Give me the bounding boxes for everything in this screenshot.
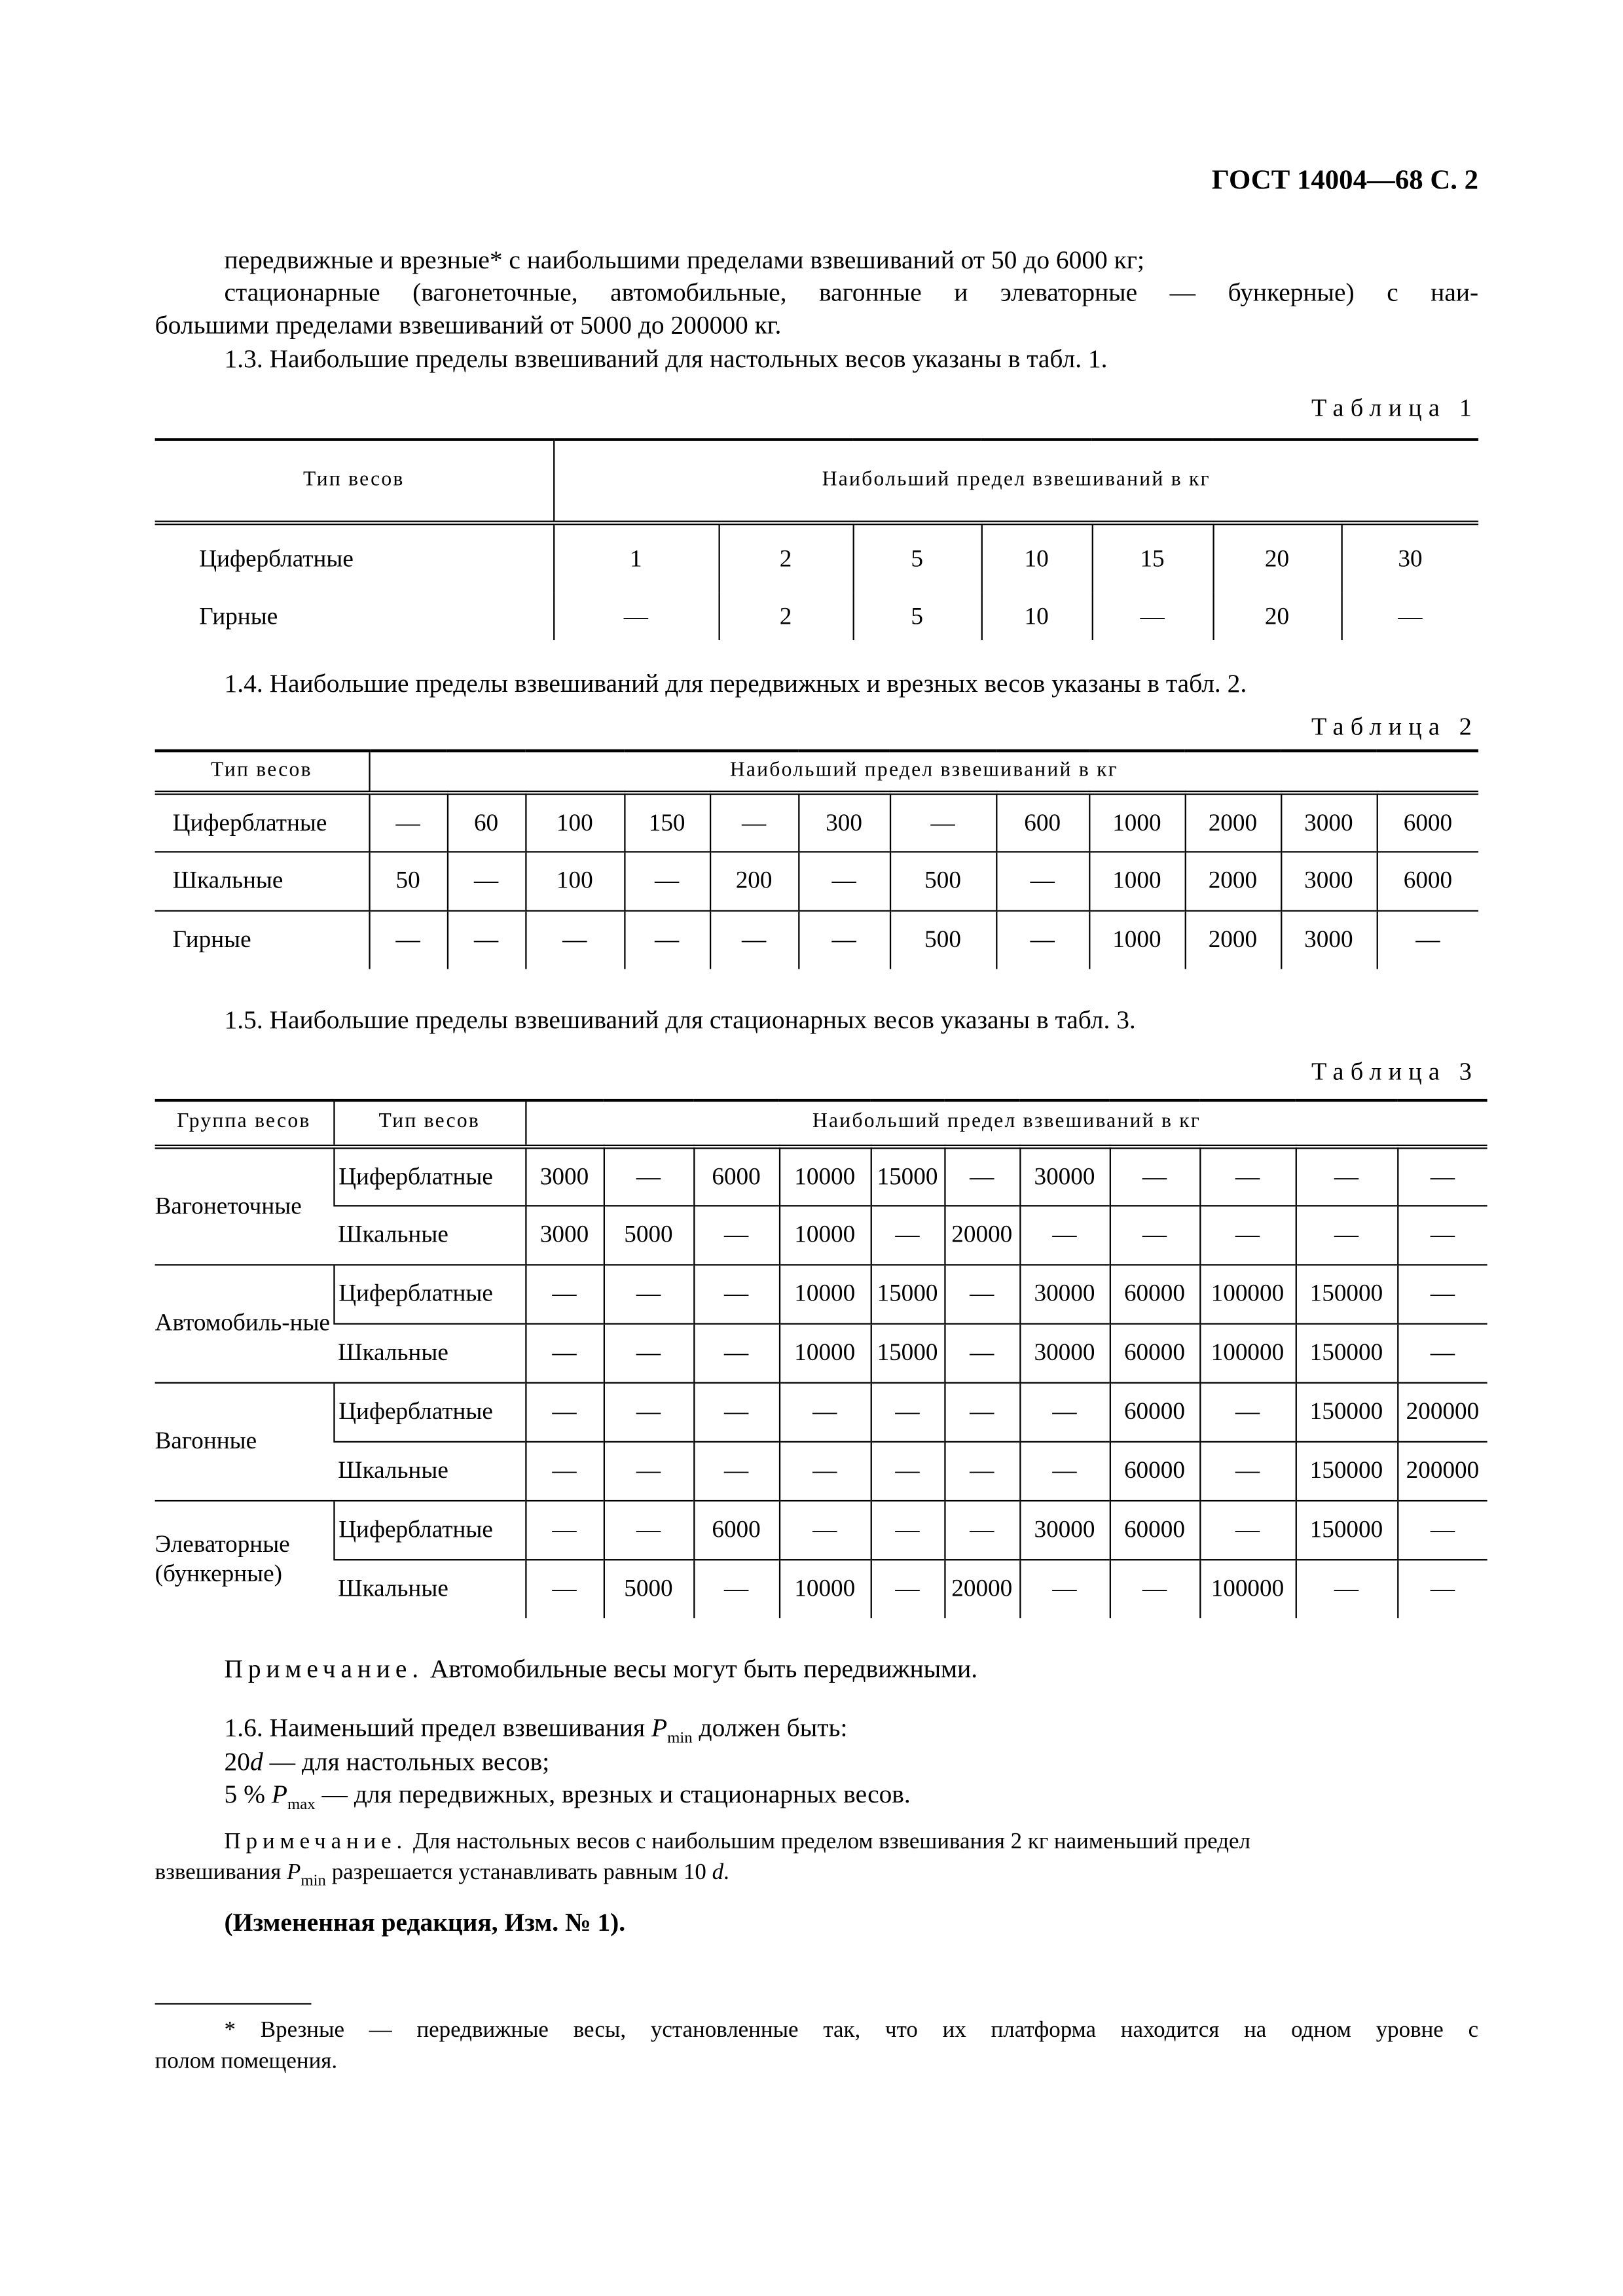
table-cell: — — [1019, 1382, 1109, 1441]
table-cell: — — [710, 910, 798, 969]
table-cell: 10 — [981, 593, 1092, 640]
table-cell: — — [944, 1323, 1019, 1382]
symbol-d: d — [249, 1746, 263, 1776]
row-label: Гирные — [155, 910, 369, 969]
table-cell: 6000 — [693, 1500, 779, 1559]
table-cell: — — [1019, 1559, 1109, 1618]
table-cell: — — [1341, 593, 1479, 640]
table-cell: 100 — [525, 792, 624, 851]
text: должен быть: — [692, 1712, 848, 1742]
table-cell: — — [779, 1441, 871, 1500]
table-cell: 2 — [719, 593, 853, 640]
type-label: Циферблатные — [333, 1382, 525, 1441]
table-cell: 20000 — [944, 1559, 1019, 1618]
type-label: Шкальные — [333, 1205, 525, 1264]
table-cell: 60000 — [1110, 1264, 1199, 1323]
type-label: Циферблатные — [333, 1264, 525, 1323]
text: — для настольных весов; — [263, 1746, 550, 1776]
paragraph-line — [155, 1746, 1478, 1777]
table-cell: — — [944, 1146, 1019, 1205]
table-cell: — — [1199, 1146, 1295, 1205]
symbol-p: P — [271, 1778, 287, 1808]
table-cell: 600 — [996, 792, 1089, 851]
table-cell: 200000 — [1397, 1441, 1487, 1500]
table-cell: 500 — [890, 910, 996, 969]
table-cell: — — [798, 851, 890, 910]
footnote-divider — [155, 2003, 312, 2004]
table-cell: — — [1397, 1559, 1487, 1618]
group-label: Элеваторные (бункерные) — [155, 1500, 334, 1618]
footnote: * Врезные — передвижные весы, установленные так, что их платформа находится на одном уровне с — [224, 2017, 1479, 2043]
table-cell: — — [871, 1559, 945, 1618]
table-cell: — — [369, 792, 447, 851]
table-row — [155, 910, 1479, 969]
table-cell: — — [996, 910, 1089, 969]
table-cell: 200 — [710, 851, 798, 910]
table-cell: 100 — [525, 851, 624, 910]
table-cell: — — [996, 851, 1089, 910]
table-row — [155, 1146, 1487, 1205]
subscript: min — [301, 1872, 326, 1890]
table-row — [155, 1382, 1487, 1441]
table-cell: — — [447, 851, 525, 910]
table-cell: — — [1296, 1559, 1397, 1618]
table-cell: 20000 — [944, 1205, 1019, 1264]
text: разрешается устанавливать равным 10 — [325, 1859, 712, 1886]
table-cell: — — [369, 910, 447, 969]
table-cell: 10000 — [779, 1146, 871, 1205]
text: — для передвижных, врезных и стационарных весов. — [315, 1778, 911, 1808]
table-cell: 60000 — [1110, 1323, 1199, 1382]
table-cell: 1000 — [1089, 910, 1184, 969]
table-row — [155, 1323, 1487, 1382]
table-cell: — — [525, 1559, 603, 1618]
table-cell: 50 — [369, 851, 447, 910]
table-cell: — — [1199, 1441, 1295, 1500]
table-cell: — — [693, 1441, 779, 1500]
table-cell: 60 — [447, 792, 525, 851]
table-cell: 60000 — [1110, 1441, 1199, 1500]
table-cell: — — [525, 1441, 603, 1500]
text: 1.6. Наименьший предел взвешивания — [224, 1712, 651, 1742]
table-cell: 15000 — [871, 1146, 945, 1205]
table-cell: — — [624, 851, 710, 910]
text: 20 — [224, 1746, 250, 1776]
table2-caption: Таблица 2 — [1311, 712, 1479, 741]
row-label: Циферблатные — [199, 544, 354, 572]
table-cell: — — [693, 1559, 779, 1618]
table-cell: 10000 — [779, 1559, 871, 1618]
table-cell: — — [1110, 1205, 1199, 1264]
group-label: Автомобиль-ные — [155, 1264, 334, 1382]
header-cell: Наибольший предел взвешиваний в кг — [553, 440, 1478, 522]
table-cell: 150000 — [1296, 1264, 1397, 1323]
table-cell: 10000 — [779, 1205, 871, 1264]
text: . — [723, 1859, 729, 1886]
paragraph: передвижные и врезные* с наибольшими пределами взвешиваний от 50 до 6000 кг; — [224, 245, 1144, 275]
note-2-line2 — [155, 1860, 1478, 1890]
table-cell: — — [1199, 1205, 1295, 1264]
table-cell: — — [871, 1205, 945, 1264]
note-text: Автомобильные весы могут быть передвижными. — [424, 1653, 978, 1683]
table-cell: 2000 — [1185, 851, 1281, 910]
subscript: max — [287, 1795, 316, 1814]
table-cell: — — [710, 792, 798, 851]
table-cell: — — [1019, 1205, 1109, 1264]
table-cell: — — [693, 1382, 779, 1441]
table-row — [155, 522, 1479, 593]
table-cell: 30000 — [1019, 1264, 1109, 1323]
table-cell: 15000 — [871, 1323, 945, 1382]
table-cell: 1 — [553, 522, 718, 593]
footnote-line2: полом помещения. — [155, 2049, 338, 2074]
table-row — [155, 1441, 1487, 1500]
table-cell: 150000 — [1296, 1323, 1397, 1382]
table-cell: — — [525, 1382, 603, 1441]
table-cell: — — [1397, 1500, 1487, 1559]
table-cell: — — [525, 1264, 603, 1323]
table-cell: — — [693, 1323, 779, 1382]
table-cell: 10 — [981, 522, 1092, 593]
note-label: Примечание. — [224, 1829, 408, 1854]
table-cell: — — [1377, 910, 1479, 969]
table-row — [155, 851, 1479, 910]
paragraph-line — [155, 1779, 1478, 1814]
table-cell: — — [447, 910, 525, 969]
table-cell: 15000 — [871, 1264, 945, 1323]
table-cell: 150000 — [1296, 1500, 1397, 1559]
table-cell: 5 — [853, 593, 981, 640]
row-label: Гирные — [199, 601, 278, 630]
page-header: ГОСТ 14004—68 С. 2 — [1211, 165, 1479, 196]
table-cell: — — [944, 1264, 1019, 1323]
paragraph-1-4: 1.4. Наибольшие пределы взвешиваний для передвижных и врезных весов указаны в табл. 2. — [224, 668, 1247, 698]
table-cell: 15 — [1092, 522, 1213, 593]
type-label: Шкальные — [333, 1323, 525, 1382]
table-cell: 20 — [1213, 522, 1341, 593]
table-cell: — — [1296, 1205, 1397, 1264]
note-text: Для настольных весов с наибольшим пределом взвешивания 2 кг наименьший предел — [407, 1829, 1250, 1854]
row-label: Циферблатные — [172, 807, 327, 836]
table-cell: 500 — [890, 851, 996, 910]
table-cell: — — [1199, 1500, 1295, 1559]
table-cell: 1000 — [1089, 792, 1184, 851]
table-cell: — — [944, 1500, 1019, 1559]
note-1 — [155, 1653, 1478, 1684]
table-row — [155, 593, 1479, 640]
table-cell: 3000 — [1281, 792, 1376, 851]
header-cell: Группа весов — [155, 1100, 334, 1146]
table-cell: 6000 — [693, 1146, 779, 1205]
table-cell: — — [1397, 1146, 1487, 1205]
table-cell: 3000 — [1281, 910, 1376, 969]
symbol-p: P — [287, 1859, 301, 1886]
table-cell: — — [1092, 593, 1213, 640]
table-cell: — — [1019, 1441, 1109, 1500]
table-cell: 60000 — [1110, 1500, 1199, 1559]
table-cell: — — [1397, 1205, 1487, 1264]
table-cell: — — [1397, 1323, 1487, 1382]
table-cell: — — [944, 1382, 1019, 1441]
table-2 — [155, 749, 1479, 969]
table-cell: — — [525, 1323, 603, 1382]
table-cell: — — [624, 910, 710, 969]
type-label: Шкальные — [333, 1559, 525, 1618]
table-row — [155, 1500, 1487, 1559]
table-cell: 20 — [1213, 593, 1341, 640]
table-cell: 10000 — [779, 1323, 871, 1382]
table-cell: 30000 — [1019, 1500, 1109, 1559]
header-cell: Наибольший предел взвешиваний в кг — [369, 751, 1478, 792]
table-cell: — — [525, 910, 624, 969]
table-cell: 150000 — [1296, 1441, 1397, 1500]
table-cell: — — [779, 1382, 871, 1441]
table-cell: 5000 — [604, 1205, 693, 1264]
table-cell: — — [871, 1500, 945, 1559]
note-label: Примечание. — [224, 1653, 424, 1683]
table-row — [155, 1264, 1487, 1323]
paragraph: стационарные (вагонеточные, автомобильные, вагонные и элеваторные — бункерные) с наи- — [224, 277, 1479, 307]
row-label: Шкальные — [155, 851, 369, 910]
header-cell: Наибольший предел взвешиваний в кг — [525, 1100, 1487, 1146]
table-cell: 10000 — [779, 1264, 871, 1323]
table-cell: 2000 — [1185, 792, 1281, 851]
table-cell: 100000 — [1199, 1323, 1295, 1382]
table-cell: — — [604, 1441, 693, 1500]
note-2 — [155, 1829, 1478, 1856]
table-cell: — — [1110, 1559, 1199, 1618]
table-cell: — — [1110, 1146, 1199, 1205]
table-row — [155, 1205, 1487, 1264]
table-cell: 60000 — [1110, 1382, 1199, 1441]
table-cell: — — [1296, 1146, 1397, 1205]
header-cell: Тип весов — [155, 751, 369, 792]
table-cell: — — [1397, 1264, 1487, 1323]
table-cell: — — [944, 1441, 1019, 1500]
table-cell: 300 — [798, 792, 890, 851]
table-cell: 150000 — [1296, 1382, 1397, 1441]
table-cell: 30 — [1341, 522, 1479, 593]
type-label: Циферблатные — [333, 1500, 525, 1559]
table-cell: — — [553, 593, 718, 640]
table-cell: 100000 — [1199, 1559, 1295, 1618]
table-cell: 6000 — [1377, 792, 1479, 851]
table-cell: — — [604, 1323, 693, 1382]
table-cell: 5 — [853, 522, 981, 593]
symbol-p: P — [651, 1712, 668, 1742]
table-row — [155, 792, 1479, 851]
table-cell: 30000 — [1019, 1146, 1109, 1205]
table-cell: 30000 — [1019, 1323, 1109, 1382]
table-cell: — — [1199, 1382, 1295, 1441]
table3-caption: Таблица 3 — [1311, 1057, 1479, 1086]
table-cell: — — [798, 910, 890, 969]
table-3 — [155, 1099, 1487, 1618]
table-cell: 100000 — [1199, 1264, 1295, 1323]
table-cell: 2 — [719, 522, 853, 593]
table-cell: — — [890, 792, 996, 851]
group-label: Вагонеточные — [155, 1191, 302, 1219]
type-label: Циферблатные — [333, 1146, 525, 1205]
paragraph-1-6 — [155, 1712, 1478, 1747]
table-cell: — — [693, 1205, 779, 1264]
text: взвешивания — [155, 1859, 287, 1886]
table-row — [155, 1559, 1487, 1618]
table-cell: — — [604, 1264, 693, 1323]
table-cell: — — [604, 1146, 693, 1205]
table1-caption: Таблица 1 — [1311, 393, 1479, 422]
table-cell: 3000 — [525, 1146, 603, 1205]
table-cell: 6000 — [1377, 851, 1479, 910]
header-cell: Тип весов — [333, 1100, 525, 1146]
table-cell: — — [525, 1500, 603, 1559]
table-cell: 5000 — [604, 1559, 693, 1618]
paragraph: большими пределами взвешиваний от 5000 до 200000 кг. — [155, 310, 782, 340]
header-cell: Тип весов — [155, 440, 553, 522]
amendment-note: (Измененная редакция, Изм. № 1). — [224, 1907, 626, 1937]
table-cell: — — [693, 1264, 779, 1323]
table-cell: 200000 — [1397, 1382, 1487, 1441]
table-cell: 2000 — [1185, 910, 1281, 969]
table-cell: — — [871, 1441, 945, 1500]
table-cell: — — [604, 1500, 693, 1559]
table-cell: 150 — [624, 792, 710, 851]
symbol-d: d — [712, 1859, 724, 1886]
table-cell: 1000 — [1089, 851, 1184, 910]
type-label: Шкальные — [333, 1441, 525, 1500]
table-cell: — — [604, 1382, 693, 1441]
paragraph-1-5: 1.5. Наибольшие пределы взвешиваний для стационарных весов указаны в табл. 3. — [224, 1004, 1136, 1034]
text: 5 % — [224, 1778, 272, 1808]
table-cell: — — [871, 1382, 945, 1441]
subscript: min — [667, 1729, 693, 1748]
group-label: Вагонные — [155, 1382, 334, 1500]
paragraph-1-3: 1.3. Наибольшие пределы взвешиваний для настольных весов указаны в табл. 1. — [224, 344, 1108, 374]
table-cell: 3000 — [1281, 851, 1376, 910]
table-cell: — — [779, 1500, 871, 1559]
table-1 — [155, 438, 1479, 640]
table-cell: 3000 — [525, 1205, 603, 1264]
